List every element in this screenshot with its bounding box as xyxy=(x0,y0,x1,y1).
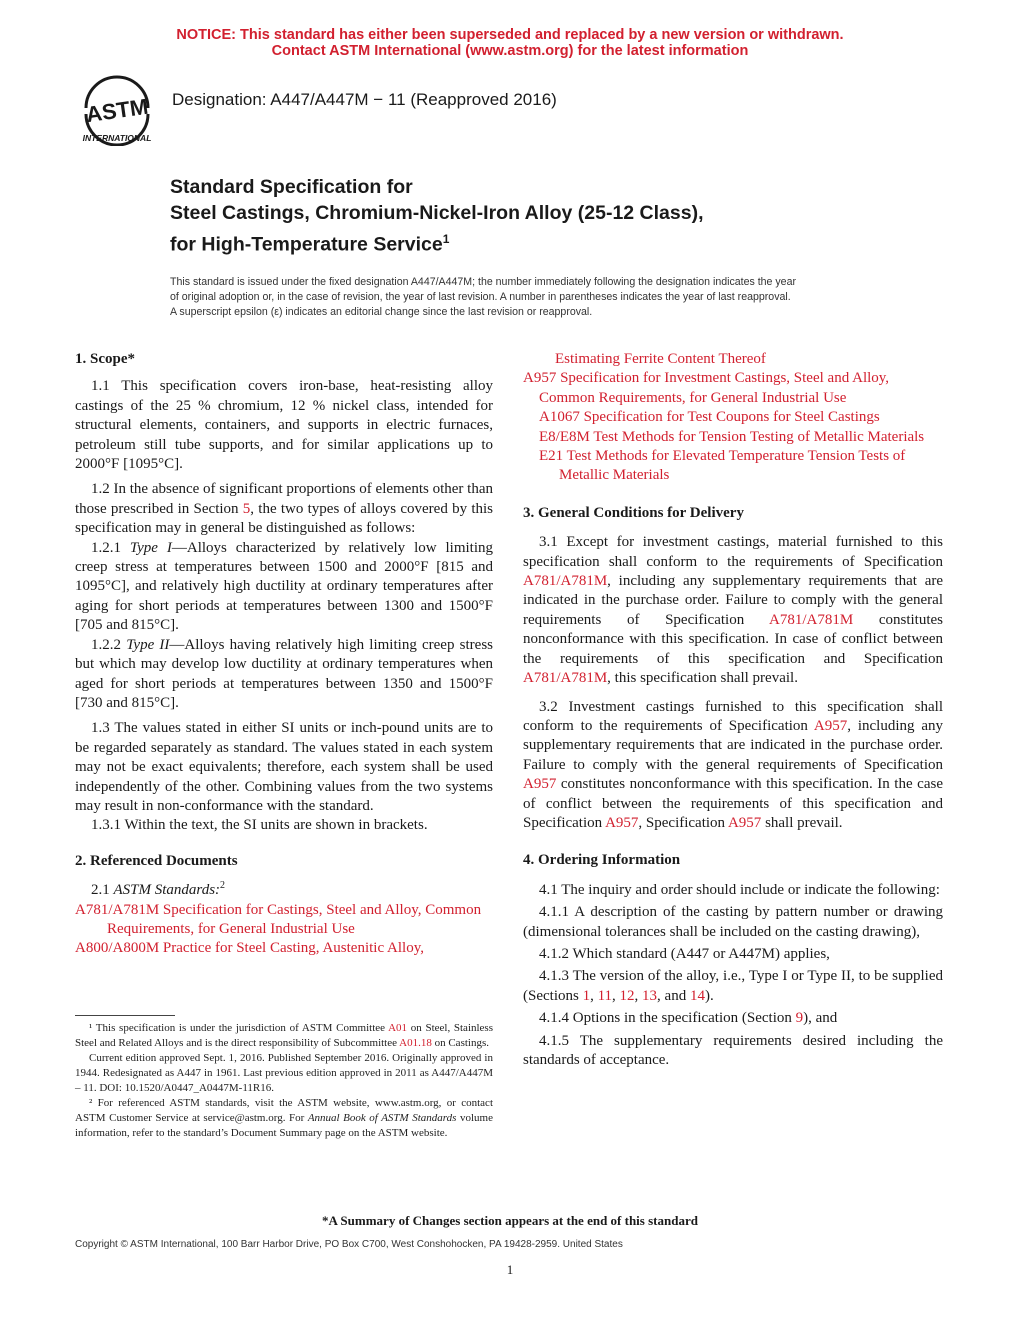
logo-caption-text: INTERNATIONAL xyxy=(82,133,152,143)
subcommittee-a0118-link[interactable]: A01.18 xyxy=(399,1037,432,1049)
withdrawal-notice-line-2: Contact ASTM International (www.astm.org) for the latest information xyxy=(271,43,749,59)
committee-a01-link[interactable]: A01 xyxy=(388,1022,408,1034)
para-4-1-2: 4.1.2 Which standard (A447 or A447M) applies, xyxy=(539,945,830,962)
ref-e21-code[interactable]: E21 xyxy=(539,448,564,465)
ref-a1067-title[interactable]: Specification for Test Coupons for Steel Castings xyxy=(579,409,880,426)
section-1-heading: 1. Scope* xyxy=(75,351,135,367)
para-4-1-4-a: 4.1.4 Options in the specification (Section xyxy=(539,1010,796,1027)
footnote-2-ref[interactable]: 2 xyxy=(220,880,226,892)
footnotes xyxy=(75,1021,493,1141)
ref-a781-code[interactable]: A781/A781M xyxy=(75,901,160,918)
issuance-note-line-1: This standard is issued under the fixed designation A447/A447M; the number immediately following the designation indicates the year xyxy=(170,276,796,288)
para-1-2-2 xyxy=(75,636,493,714)
astm-logo-icon xyxy=(72,70,162,146)
para-4-1-3 xyxy=(523,967,943,1006)
footnote-2 xyxy=(75,1096,493,1141)
para-1-2-text-a: 1.2 In the absence of significant proportions of elements other than those prescribed in Section xyxy=(75,481,493,517)
para-3-2-c: constitutes nonconformance with this specification. In the case of conflict between the requirements of this specification and Specification xyxy=(523,776,943,831)
a957-link-4[interactable]: A957 xyxy=(727,814,762,831)
section-12-link[interactable]: 12 xyxy=(619,987,635,1004)
para-1-2-2-num: 1.2.2 xyxy=(91,636,127,653)
section-13-link[interactable]: 13 xyxy=(642,987,658,1004)
title-line-3-text: for High-Temperature Service xyxy=(170,233,443,256)
ref-a957-title[interactable]: Specification for Investment Castings, Steel and Alloy, Common Requirements, for General Industrial Use xyxy=(539,370,890,406)
para-2-1-num: 2.1 xyxy=(91,882,114,899)
astm-logo xyxy=(72,70,162,146)
right-column xyxy=(523,350,943,1070)
designation: Designation: A447/A447M − 11 (Reapproved 2016) xyxy=(172,90,557,109)
copyright: Copyright © ASTM International, 100 Barr Harbor Drive, PO Box C700, West Conshohocken, PA 19428-2959. United States xyxy=(75,1239,623,1250)
para-1-2-1 xyxy=(75,539,493,636)
para-1-3-1: 1.3.1 Within the text, the SI units are shown in brackets. xyxy=(91,817,428,834)
section-5-link[interactable]: 5 xyxy=(242,500,251,517)
para-3-1-b: , including any supplementary requirements that are indicated in the purchase order. Failure to comply with the general requirements of Specification xyxy=(523,573,943,628)
para-1-2-text-b: , the two types of alloys covered by this specification may in general be distinguished as follows: xyxy=(75,500,493,537)
section-9-link[interactable]: 9 xyxy=(795,1010,804,1027)
para-3-2 xyxy=(523,698,943,834)
para-3-1-a: 3.1 Except for investment castings, material furnished to this specification shall conform to the requirements of Specification xyxy=(523,534,943,570)
issuance-note-line-3: A superscript epsilon (ε) indicates an editorial change since the last revision or reapproval. xyxy=(170,306,593,318)
para-1-2-1-text: —Alloys characterized by relatively low limiting creep stress at temperatures between 1500 and 2000°F [815 and 1095°C], and relatively high ductility at ordinary temperatures after aging for short periods at temperatures between 1300 and 1500°F [705 and 815°C]. xyxy=(75,539,494,634)
title-footnote-ref[interactable]: 1 xyxy=(442,232,450,246)
section-14-link[interactable]: 14 xyxy=(689,987,705,1004)
footnote-1-edition: Current edition approved Sept. 1, 2016. Published September 2016. Originally approved in 1944. Redesignated as A447 in 1961. Last previous edition approved in 2011 as A447/A447M – 11. DOI: 10.1520/A0447_A0447M-11R16. xyxy=(75,1052,493,1094)
sep-and: , and xyxy=(657,987,690,1004)
para-4-1-4-b: ), and xyxy=(803,1010,838,1027)
ref-a957-code[interactable]: A957 xyxy=(523,370,557,387)
sep-2: , xyxy=(612,987,620,1004)
para-1-2-1-num: 1.2.1 xyxy=(91,539,130,556)
para-3-2-e: shall prevail. xyxy=(761,814,843,831)
para-4-1-3-a: 4.1.3 The version of the alloy, i.e., Type I or Type II, to be supplied (Sections xyxy=(523,968,943,1004)
issuance-note-line-2: of original adoption or, in the case of revision, the year of last revision. A number in parentheses indicates the year of last reapproval. xyxy=(170,291,791,303)
para-3-2-b: , including any supplementary requirements that are indicated in the purchase order. Failure to comply with the general requirements of Specification xyxy=(523,717,943,773)
ref-a957[interactable] xyxy=(503,369,943,408)
section-4-heading: 4. Ordering Information xyxy=(523,852,681,869)
a957-link-1[interactable]: A957 xyxy=(813,717,848,734)
ref-a1067-code[interactable]: A1067 xyxy=(539,409,580,426)
para-4-1-5: 4.1.5 The supplementary requirements desired including the standards of acceptance. xyxy=(523,1032,943,1068)
ref-a800-part-1[interactable] xyxy=(75,939,493,958)
para-4-1-4 xyxy=(523,1009,943,1028)
summary-of-changes-note: *A Summary of Changes section appears at the end of this standard xyxy=(322,1213,698,1228)
section-3-heading: 3. General Conditions for Delivery xyxy=(523,504,744,521)
a781-link-2[interactable]: A781/A781M xyxy=(769,611,854,628)
ref-e21-title[interactable]: Test Methods for Elevated Temperature Tension Tests of Metallic Materials xyxy=(559,448,906,484)
sep-1: , xyxy=(590,987,598,1004)
ref-a800-title-line-1[interactable]: Practice for Steel Casting, Austenitic Alloy, xyxy=(159,940,424,957)
ref-a781[interactable] xyxy=(75,901,493,940)
ref-e8-code[interactable]: E8/E8M xyxy=(539,428,590,445)
footnote-1-c: on Castings. xyxy=(431,1037,489,1049)
section-2-heading: 2. Referenced Documents xyxy=(75,852,238,869)
ref-e8-title[interactable]: Test Methods for Tension Testing of Metallic Materials xyxy=(589,428,925,445)
type-i-label: Type I xyxy=(129,539,172,556)
footnote-2-a: ² For referenced ASTM standards, visit the ASTM website, www.astm.org, or contact ASTM Customer Service at service@astm.org. For xyxy=(75,1097,493,1124)
para-1-1: 1.1 This specification covers iron-base, heat-resisting alloy castings of the 25 % chromium, 12 % nickel class, intended for structural elements, containers, and supports in electric furnaces, petroleum still tube supports, and for similar applications up to 2000°F [1095°C]. xyxy=(75,378,493,473)
sep-3: , xyxy=(634,987,643,1004)
para-4-1-3-b: ). xyxy=(704,987,714,1004)
title-line-1: Standard Specification for xyxy=(170,176,413,198)
page-number: 1 xyxy=(506,1262,514,1277)
para-1-2-2-text: —Alloys having relatively high limiting creep stress but which may develop low ductility at ordinary temperatures when aged for short periods at temperatures between 1350 and 1500°F [730 and 815°C]. xyxy=(75,636,493,711)
logo-mark-text: ASTM xyxy=(84,93,150,128)
para-1-2 xyxy=(75,480,493,538)
footnote-separator xyxy=(75,1015,175,1016)
issuance-note xyxy=(170,275,850,320)
a957-link-2[interactable]: A957 xyxy=(523,776,557,793)
a781-link-3[interactable]: A781/A781M xyxy=(523,670,608,687)
ref-a1067[interactable] xyxy=(523,408,943,427)
annual-book-title: Annual Book of ASTM Standards xyxy=(307,1112,457,1124)
ref-e8[interactable] xyxy=(523,428,943,447)
para-3-2-d: , Specification xyxy=(638,814,728,831)
left-column xyxy=(75,350,493,959)
title-line-3 xyxy=(170,226,449,258)
type-ii-label: Type II xyxy=(126,636,170,653)
para-4-1-1: 4.1.1 A description of the casting by pattern number or drawing (dimensional tolerances shall be included on the casting drawing), xyxy=(523,904,943,940)
footnote-2-b: volume information, refer to the standard’s Document Summary page on the ASTM website. xyxy=(75,1112,493,1139)
ref-e21[interactable] xyxy=(523,447,943,486)
para-3-1 xyxy=(523,533,943,688)
ref-a781-title[interactable]: Specification for Castings, Steel and Alloy, Common Requirements, for General Industrial Use xyxy=(107,901,482,937)
section-1-link[interactable]: 1 xyxy=(582,987,591,1004)
astm-standards-label: ASTM Standards: xyxy=(113,882,221,899)
ref-a800-part-2[interactable]: Estimating Ferrite Content Thereof xyxy=(555,351,766,367)
ref-a800-code[interactable]: A800/A800M xyxy=(75,940,160,957)
withdrawal-notice-line-1: NOTICE: This standard has either been superseded and replaced by a new version or withdrawn. xyxy=(176,27,844,43)
section-11-link[interactable]: 11 xyxy=(597,987,613,1004)
para-3-2-a: 3.2 Investment castings furnished to this specification shall conform to the requirements of Specification xyxy=(523,698,943,734)
footnote-1-a: ¹ This specification is under the jurisdiction of ASTM Committee xyxy=(89,1022,389,1034)
title-line-2: Steel Castings, Chromium-Nickel-Iron Alloy (25-12 Class), xyxy=(170,202,704,224)
para-1-3: 1.3 The values stated in either SI units or inch-pound units are to be regarded separately as standard. The values stated in each system may not be exact equivalents; therefore, each system shall be used independently of the other. Combining values from the two systems may result in non-conformance with the standard. xyxy=(75,720,493,814)
para-3-1-c: constitutes nonconformance with this specification. In case of conflict between the requirements of this specification and Specification xyxy=(523,611,943,667)
footnote-1 xyxy=(75,1021,493,1051)
para-3-1-d: , this specification shall prevail. xyxy=(607,670,798,687)
footnote-1-b: on Steel, Stainless Steel and Related Alloys and is the direct responsibility of Subcommittee xyxy=(75,1022,493,1049)
para-4-1: 4.1 The inquiry and order should include or indicate the following: xyxy=(539,881,940,898)
a781-link-1[interactable]: A781/A781M xyxy=(523,573,608,590)
para-2-1 xyxy=(75,876,493,900)
a957-link-3[interactable]: A957 xyxy=(605,814,639,831)
